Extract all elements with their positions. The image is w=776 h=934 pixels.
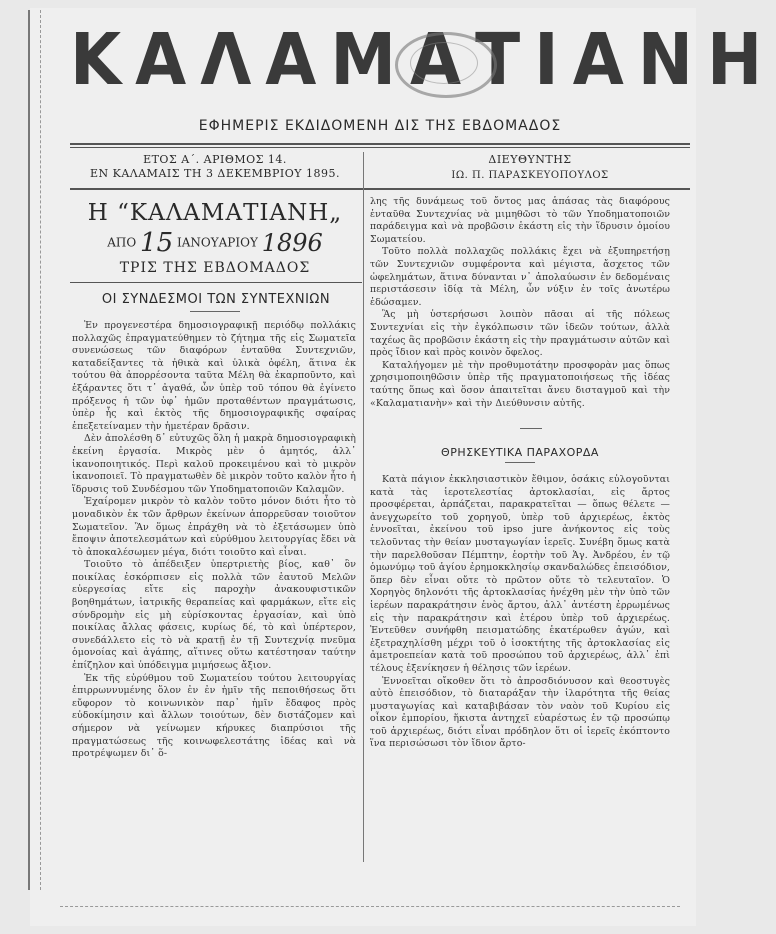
column2-continuation: [370, 196, 670, 410]
section-separator: [520, 428, 542, 429]
header-rule-bottom: [70, 188, 690, 190]
archive-stamp-inner: [410, 42, 478, 84]
announcement-year: 1896: [261, 229, 323, 257]
article2-paragraph: Κατὰ πάγιον ἐκκλησιαστικὸν ἔθιμον, ὁσάκις εὐλογοῦνται κατὰ τὰς ἱεροτελεστίας ἀρτοκλασίαι, εἰς ἄρτος προσφέρεται, ἀρπάζεται, παρακρατεῖται — ὅπως θέλετε — ἀνεγχωρείτο τοῦ χορηγοῦ, ὑπὲρ τοῦ ἀρχιερέως, ἐκτὸς ἐννοεῖται, ἐκείνου τοῦ ipso jure ἀνήκοντος εἰς τοὺς τελοῦντας τὴν θείαν μυσταγωγίαν ἱερεῖς. Συνέβη ὅμως κατὰ τὴν παρελθοῦσαν Πέμπτην, ἑορτὴν τοῦ Ἁγ. Ἀνδρέου, ἐν τῷ ὁμωνύμῳ τοῦ ἁγίου ἐρημοκκλησίῳ σκανδαλώδες ἐπεισόδιον, ὅπερ δὲν εἶναι οὔτε τὸ πρῶτον οὔτε τὸ τελευταῖον. Ὁ Χορηγὸς δηλονότι τῆς ἀρτοκλασίας ἠνέχθη μὲν τὴν ὑπὸ τῶν ἱερέων παρακράτησιν ἑνὸς ἄρτου, ἀλλ᾽ ἀντέστη ἐρρωμένως εἰς τὴν παρακράτησιν καὶ ἑτέρου ὑπὲρ τοῦ ἀρχιερέως. Ἐντεῦθεν συνήφθη πεισματώδης ἑκατέρωθεν ἀγών, καὶ ἐξετραχηλίσθη μέχρι τοῦ ὁ ἰσοκτήτης τῆς ἀρτοκλασίας εἰς ἀμετροεπείαν κατὰ τοῦ προσώπου τοῦ ἀρχιερέως, ἀλλ᾽ ἐπὶ τέλους ἐξενίκησεν ἡ θέλησις τῶν ἱερέων.: [370, 474, 670, 674]
column-divider: [363, 152, 364, 862]
article2-title-rule: [505, 462, 535, 463]
continuation-paragraph: Καταλήγομεν μὲ τὴν προθυμοτάτην προσφορὰν μας ὅπως χρησιμοποιηθῶσιν ὑπὲρ τῆς πραγματοποιήσεως τῆς ἰδέας ταύτης ὅπως καὶ ὅσον ἀπαιτεῖται ἄνευ δισταγμοῦ καὶ τὴν «Καλαματιανὴν» καὶ τὴν Διεύθυνσιν αὐτῆς.: [370, 359, 670, 409]
article1-body: [72, 320, 356, 761]
article2-title: ΘΡΗΣΚΕΥΤΙΚΑ ΠΑΡΑΧΟΡΔΑ: [441, 446, 599, 459]
masthead-title: ΚΑΛΑΜΑΤΙΑΝΗ: [70, 17, 776, 102]
page-binding-edge: [28, 10, 41, 890]
continuation-paragraph: Τοῦτο πολλὰ πολλαχῶς πολλάκις ἔχει νὰ ἐξυπηρετήσῃ τῶν Συντεχνιῶν συμφέροντα καὶ μέγιστα, ἄσχετος τῶν ὠφελημάτων, ἅτινα δύνανται ν᾽ ἀπολαύωσιν ἐν δεδομέναις περιστάσεσιν ἰδίᾳ τὰ Μέλη, ὧν νύξιν ἐν τοῖς ἀνωτέρω ἐδώσαμεν.: [370, 246, 670, 308]
continuation-paragraph: Ἂς μὴ ὑστερήσωσι λοιπὸν πᾶσαι αἱ τῆς πόλεως Συντεχνίαι εἰς τὴν ἐγκόλπωσιν τῶν ἰδεῶν τούτων, ἀλλὰ ταχέως ἂς προβῶσιν ἑκάστη εἰς τὴν πραγμάτωσιν αὐτῶν καὶ πρὸς ἴδιον καὶ πρὸς κοινὸν ὄφελος.: [370, 309, 670, 359]
article2-paragraph: Ἐννοεῖται οἴκοθεν ὅτι τὸ ἀπροσδιόνυσον καὶ θεοστυγὲς αὐτὸ ἐπεισόδιον, τὸ διαταράξαν τὴν ἱλαρότητα τῆς θείας μυσταγωγίας καὶ καταβιβάσαν τὸν ναὸν τοῦ Κυρίου εἰς οἶκον ἐμπορίου, ἥκιστα ἀντηχεῖ εὐαρέστως ἐν τῷ προσώπῳ τοῦ ἀρχιερέως, διότι εἶναι πρόδηλον ὅτι οἱ ἱερεῖς ἐκόπτοντο ἵνα περισώσωσι τὸν ἴδιον ἄρτο-: [370, 675, 670, 750]
issue-year-number: ΕΤΟΣ Α΄. ΑΡΙΘΜΟΣ 14.: [143, 153, 287, 166]
article2-body: [370, 474, 670, 751]
article1-paragraph: Ἐκ τῆς εὐρύθμου τοῦ Σωματείου τούτου λειτουργίας ἐπιρρωννυμένης ὅλον ἐν ἐν ἡμῖν τῆς πεποιθήσεως ὅτι εὔφορον τὸ κοινωνικὸν παρ᾽ ἡμῖν ἔδαφος πρὸς εὐδοκίμησιν καὶ ἄλλων τοιούτων, δὲν διστάζομεν καὶ σήμερον νὰ γείνωμεν κήρυκες διαπρύσιοι τῆς πραγματώσεως τῆς κοινωφελεστάτης ἰδέας καὶ νὰ προτρέψωμεν δι᾽ ὅ-: [72, 672, 356, 760]
announcement-month: ΙΑΝΟΥΑΡΙΟΥ: [176, 235, 258, 250]
director-label: ΔΙΕΥΘΥΝΤΗΣ: [488, 153, 572, 166]
director-name: ΙΩ. Π. ΠΑΡΑΣΚΕΥΟΠΟΥΛΟΣ: [451, 170, 609, 181]
announce-rule: [70, 282, 362, 283]
issue-place-date: ΕΝ ΚΑΛΑΜΑΙΣ ΤΗ 3 ΔΕΚΕΜΒΡΙΟΥ 1895.: [89, 167, 341, 180]
announcement-from: ΑΠΟ: [107, 235, 137, 250]
header-rule-top: [70, 143, 690, 145]
announcement-day: 15: [140, 228, 174, 258]
article1-paragraph: Ἐν προγενεστέρα δημοσιογραφικῇ περιόδῳ πολλάκις πολλαχῶς ἐπραγματεύθημεν τὸ ζήτημα τῆς εἰς Σωματεῖα συνενώσεως τῶν διαφόρων ἐνταῦθα Συντεχνιῶν, καταδείξαντες τὰ ἠθικὰ καὶ ὑλικὰ ὀφέλη, ἅτινα ἐκ τούτου θὰ ἀπορρέσοντα ταῦτα Μέλη θὰ ἐκαρποῦντο, καὶ ἐξάραντες ὅτι τ᾽ ἀγαθά, ὧν ὑπὲρ τοῦ τόπου θὰ ἐγίνετο πρόξενος ἡ τῶν ὑφ᾽ ἡμῶν προταθέντων πραγμάτωσις, ὑπὲρ ἧς καὶ ἐκτὸς τῆς δημοσιογραφικῆς σφαίρας ἐπεξετείναμεν τὴν ἡμετέραν δρᾶσιν.: [72, 320, 356, 432]
announcement-frequency: ΤΡΙΣ ΤΗΣ ΕΒΔΟΜΑΔΟΣ: [119, 260, 311, 276]
frequency-announcement: [70, 200, 360, 276]
announcement-date: [70, 228, 360, 258]
director-info: [380, 153, 680, 183]
article1-paragraph: Δὲν ἀπολέσθη δ᾽ εὐτυχῶς ὅλη ἡ μακρὰ δημοσιογραφικὴ ἐκείνη ἐργασία. Μικρὸς μὲν ὁ ἀμητός, ἀλλ᾽ ἱκανοποιητικός. Περὶ καλοῦ προκειμένου καὶ τὸ μικρὸν ἱκανοποιεῖ. Τὸ πραγματωθὲν δὲ μικρὸν τοῦτο καλὸν ἦτο ἡ ἵδρυσις τοῦ Συνδέσμου τῶν Υποδηματοποιῶν Καλαμῶν.: [72, 433, 356, 495]
article1-paragraph: Τοιοῦτο τὸ ἀπέδειξεν ὑπερτριετὴς βίος, καθ᾽ ὃν ποικίλας ἐσκόρπισεν εἰς πολλὰ τῶν ἑαυτοῦ Μελῶν εὐεργεσίας εἴτε εἰς παροχὴν ἀνακουφιστικῶν βοηθημάτων, ἰατρικῆς θεραπείας καὶ φαρμάκων, εἴτε εἰς σύνδρομὴν εἰς μὴ εὑρίσκοντας ἐργασίαν, καὶ ὑπὸ ποικίλας ἄλλας φάσεις, κυρίως δέ, τὸ καὶ ὑπέρτερον, συνεδάλλετο εἰς τὸ νὰ κρατῇ ἐν τῇ Συντεχνίᾳ πνεῦμα ὁμονοίας καὶ ἀγάπης, αἵτινες οὕτω κατέστησαν ταύτην ἐπίζηλον καὶ ὑπόδειγμα μιμήσεως ἄξιον.: [72, 559, 356, 672]
article1-title-rule: [190, 311, 240, 312]
announcement-title: Η “ΚΑΛΑΜΑΤΙΑΝΗ„: [87, 200, 343, 226]
issue-info: [70, 153, 360, 181]
masthead-subtitle: ΕΦΗΜΕΡΙΣ ΕΚΔΙΔΟΜΕΝΗ ΔΙΣ ΤΗΣ ΕΒΔΟΜΑΔΟΣ: [198, 118, 562, 134]
article1-title: ΟΙ ΣΥΝΔΕΣΜΟΙ ΤΩΝ ΣΥΝΤΕΧΝΙΩΝ: [101, 292, 331, 307]
article1-paragraph: Ἐχαίρομεν μικρὸν τὸ καλὸν τοῦτο μόνον διότι ἦτο τὸ μοναδικὸν ἐκ τῶν ἄρθρων ἐκείνων ἀπορρεῦσαν τοιοῦτον Σωματεῖον. Ἂν ὅμως ἐπράχθη νὰ τὸ ἐξετάσωμεν ὑπὸ ἔποψιν ἀποτελεσμάτων καὶ εὐρύθμου λειτουργίας ἔδει νὰ τὸ ἀποκαλέσωμεν μέγα, διότι τοιοῦτο καὶ εἶναι.: [72, 496, 356, 558]
header-rule-top-thin: [70, 147, 690, 148]
page-bottom-edge: [60, 906, 680, 908]
continuation-paragraph: λης τῆς δυνάμεως τοῦ ὄντος μας ἁπάσας τὰς διαφόρους ἐνταῦθα Συντεχνίας νὰ μιμηθῶσι τὸ τῶν Υποδηματοποιῶν παράδειγμα καὶ νὰ προβῶσιν ἑκάστη εἰς τὴν ἵδρυσιν ὁμοίου Σωματείου.: [370, 196, 670, 245]
